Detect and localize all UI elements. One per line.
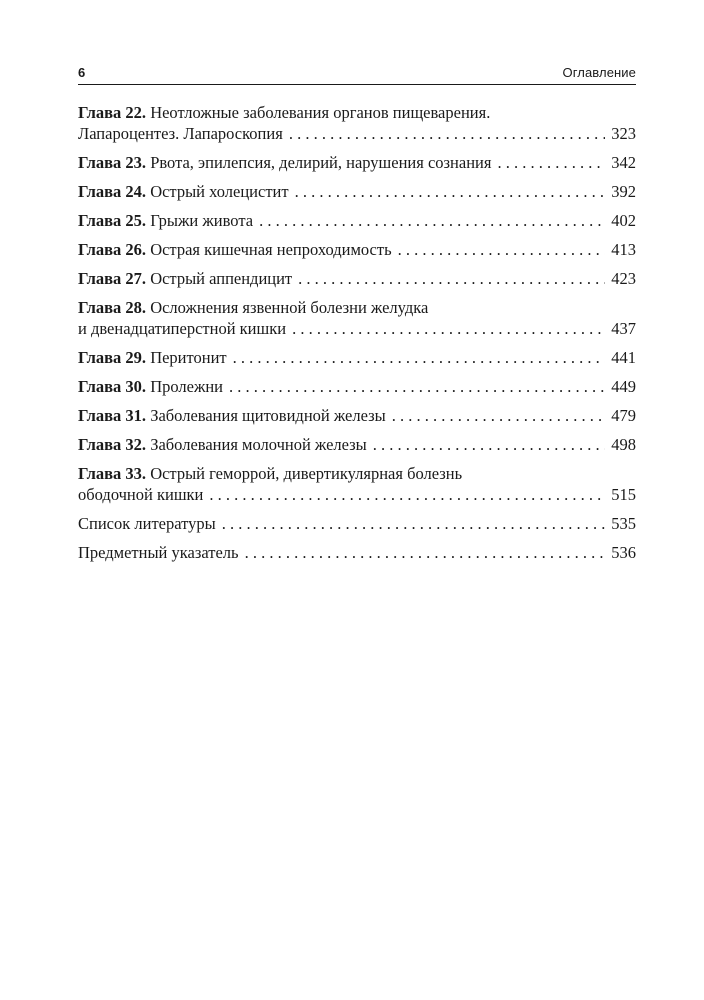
dot-leader xyxy=(289,123,605,144)
chapter-title: Заболевания молочной железы xyxy=(150,435,367,454)
toc-entry-first-line xyxy=(78,463,636,484)
toc-entry-line xyxy=(78,347,636,368)
dot-leader xyxy=(298,268,605,289)
chapter-label: Глава 25. xyxy=(78,211,147,230)
page-ref: 479 xyxy=(611,406,636,425)
chapter-label: Глава 33. xyxy=(78,464,147,483)
page-number: 6 xyxy=(78,65,86,80)
toc-entry-first-line xyxy=(78,102,636,123)
toc-entry-line xyxy=(78,513,636,534)
page-ref: 392 xyxy=(611,182,636,201)
toc-entry-chapter-23[interactable] xyxy=(78,152,636,173)
page-ref: 536 xyxy=(611,543,636,562)
chapter-heading xyxy=(78,376,223,397)
chapter-label: Глава 29. xyxy=(78,348,147,367)
chapter-title: Острая кишечная непроходимость xyxy=(150,240,392,259)
chapter-title: Рвота, эпилепсия, делирий, нарушения сознания xyxy=(150,153,492,172)
chapter-heading xyxy=(78,181,289,202)
chapter-title: и двенадцатиперстной кишки xyxy=(78,319,287,338)
chapter-label: Глава 22. xyxy=(78,103,147,122)
dot-leader xyxy=(233,347,606,368)
page-ref: 437 xyxy=(611,319,636,338)
toc-entry-chapter-31[interactable] xyxy=(78,405,636,426)
toc-entry-line xyxy=(78,181,636,202)
chapter-label: Глава 28. xyxy=(78,298,147,317)
toc-entry-last-line xyxy=(78,318,636,339)
toc-entry-last-line xyxy=(78,484,636,505)
chapter-label: Глава 26. xyxy=(78,240,147,259)
chapter-title: Грыжи живота xyxy=(150,211,254,230)
toc-entry-subject-index[interactable] xyxy=(78,542,636,563)
page-ref: 441 xyxy=(611,348,636,367)
toc-entry-line xyxy=(78,239,636,260)
page-ref: 323 xyxy=(611,124,636,143)
chapter-heading xyxy=(78,268,292,289)
chapter-title: Перитонит xyxy=(150,348,227,367)
chapter-title: Лапароцентез. Лапароскопия xyxy=(78,124,283,143)
toc-entry-chapter-22[interactable] xyxy=(78,102,636,144)
dot-leader xyxy=(398,239,606,260)
chapter-title-line1: Неотложные заболевания органов пищеварения. xyxy=(150,103,491,122)
chapter-title: Острый аппендицит xyxy=(150,269,293,288)
dot-leader xyxy=(229,376,605,397)
chapter-label: Глава 24. xyxy=(78,182,147,201)
page-ref: 449 xyxy=(611,377,636,396)
chapter-heading xyxy=(78,239,392,260)
page-ref: 498 xyxy=(611,435,636,454)
chapter-heading xyxy=(78,347,227,368)
dot-leader xyxy=(295,181,606,202)
dot-leader xyxy=(259,210,605,231)
chapter-label: Глава 27. xyxy=(78,269,147,288)
toc-entry-first-line xyxy=(78,297,636,318)
toc-entry-last-line xyxy=(78,123,636,144)
toc-entry-line xyxy=(78,210,636,231)
dot-leader xyxy=(497,152,605,173)
page-ref: 535 xyxy=(611,514,636,533)
chapter-label: Глава 23. xyxy=(78,153,147,172)
chapter-title-line1: Острый геморрой, дивертикулярная болезнь xyxy=(150,464,463,483)
dot-leader xyxy=(292,318,605,339)
dot-leader xyxy=(373,434,605,455)
toc-entry-line xyxy=(78,376,636,397)
chapter-heading xyxy=(78,210,253,231)
chapter-heading xyxy=(78,434,367,455)
chapter-title: ободочной кишки xyxy=(78,485,204,504)
running-head xyxy=(78,62,636,85)
toc-entry-bibliography[interactable] xyxy=(78,513,636,534)
toc-entry-chapter-26[interactable] xyxy=(78,239,636,260)
dot-leader xyxy=(209,484,605,505)
toc-entry-chapter-29[interactable] xyxy=(78,347,636,368)
chapter-label: Глава 30. xyxy=(78,377,147,396)
toc-entry-chapter-28[interactable] xyxy=(78,297,636,339)
dot-leader xyxy=(245,542,606,563)
chapter-title-line1: Осложнения язвенной болезни желудка xyxy=(150,298,429,317)
toc-entry-chapter-32[interactable] xyxy=(78,434,636,455)
chapter-heading xyxy=(78,152,491,173)
toc-entry-line xyxy=(78,268,636,289)
chapter-title: Заболевания щитовидной железы xyxy=(150,406,386,425)
chapter-label: Глава 32. xyxy=(78,435,147,454)
toc-entry-line xyxy=(78,152,636,173)
page-ref: 423 xyxy=(611,269,636,288)
chapter-title: Пролежни xyxy=(150,377,224,396)
toc-entry-chapter-30[interactable] xyxy=(78,376,636,397)
toc-entry-chapter-33[interactable] xyxy=(78,463,636,505)
toc-entry-line xyxy=(78,405,636,426)
page-ref: 402 xyxy=(611,211,636,230)
table-of-contents xyxy=(78,102,636,571)
chapter-heading xyxy=(78,405,386,426)
toc-entry-line xyxy=(78,542,636,563)
entry-title: Предметный указатель xyxy=(78,543,239,562)
toc-entry-chapter-25[interactable] xyxy=(78,210,636,231)
dot-leader xyxy=(392,405,606,426)
toc-entry-chapter-27[interactable] xyxy=(78,268,636,289)
chapter-label: Глава 31. xyxy=(78,406,147,425)
dot-leader xyxy=(222,513,606,534)
toc-entry-chapter-24[interactable] xyxy=(78,181,636,202)
entry-title: Список литературы xyxy=(78,514,216,533)
section-title: Оглавление xyxy=(562,65,636,80)
toc-entry-line xyxy=(78,434,636,455)
page-ref: 413 xyxy=(611,240,636,259)
chapter-title: Острый холецистит xyxy=(150,182,289,201)
page-ref: 515 xyxy=(611,485,636,504)
page-ref: 342 xyxy=(611,153,636,172)
